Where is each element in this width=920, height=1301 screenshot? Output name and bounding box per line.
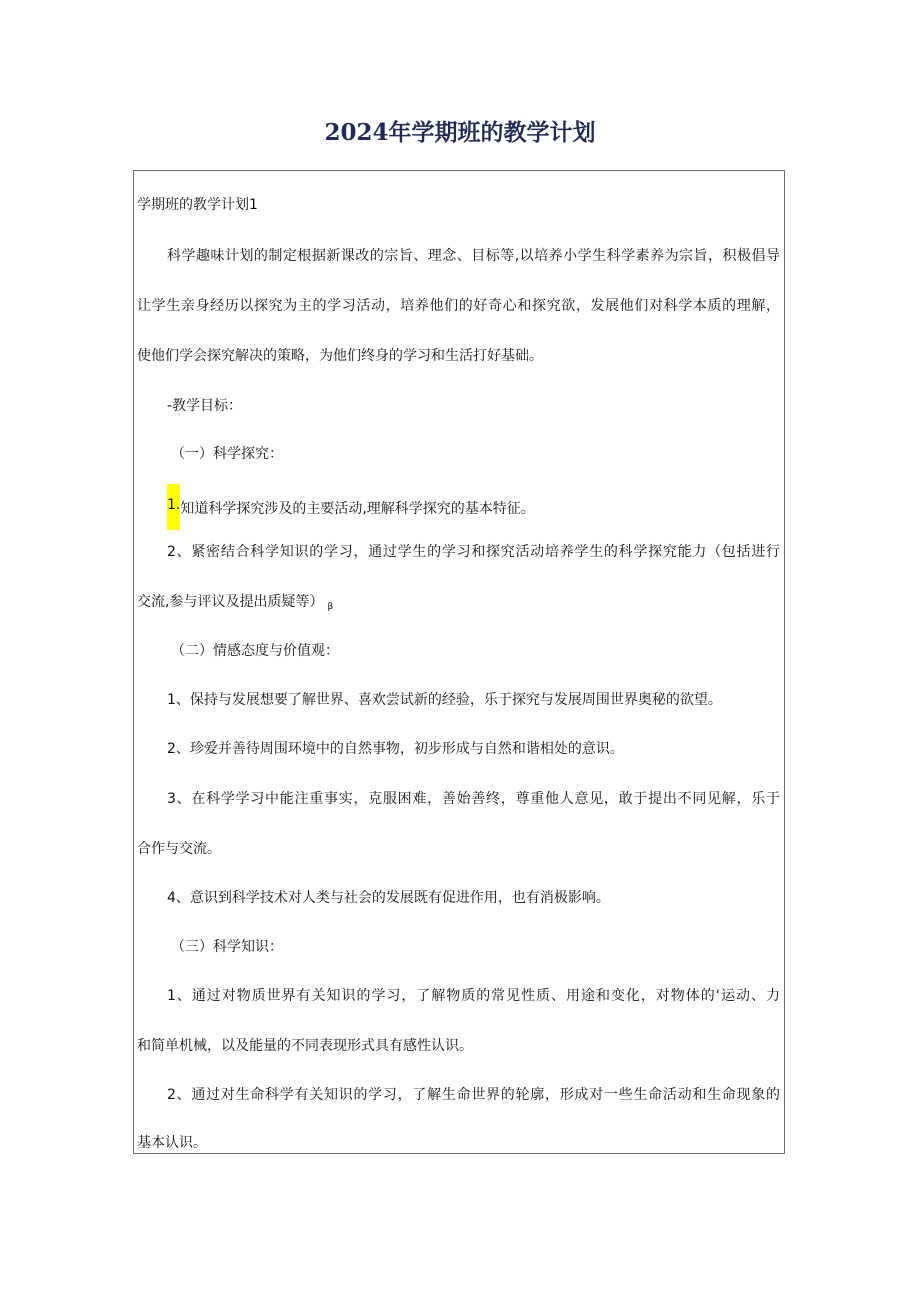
section-1-item-2-line-1: 2、紧密结合科学知识的学习，通过学生的学习和探究活动培养学生的科学探究能力（包括进行 — [167, 544, 780, 560]
section-3-item-1-line-1: 1、通过对物质世界有关知识的学习，了解物质的常见性质、用途和变化，对物体的‘运动、力 — [167, 988, 780, 1004]
goals-label: -教学目标： — [167, 398, 243, 414]
page-title: 2024年学期班的教学计划 — [324, 119, 596, 146]
section-2-item-2: 2、珍爱并善待周围环境中的自然事物，初步形成与自然和谐相处的意识。 — [167, 741, 624, 757]
section-1-item-2-line-2 — [137, 587, 780, 617]
section-2-item-4: 4、意识到科学技术对人类与社会的发展既有促进作用，也有消极影响。 — [167, 890, 610, 906]
section-1-item-1 — [137, 488, 780, 518]
section-3-item-2-line-2: 基本认识。 — [137, 1135, 207, 1151]
section-3-item-1-line-2: 和简单机械，以及能量的不同表现形式具有感性认识。 — [137, 1038, 473, 1054]
section-2-item-3-line-1: 3、在科学学习中能注重事实，克服困难，善始善终，尊重他人意见，敢于提出不同见解，乐于 — [167, 791, 780, 807]
section-2-item-1: 1、保持与发展想要了解世界、喜欢尝试新的经验，乐于探究与发展周围世界奥秘的欲望。 — [167, 692, 722, 708]
section-2-item-3-line-2: 合作与交流。 — [137, 841, 221, 857]
section-1-item-2-text: 交流,参与评议及提出质疑等） — [137, 594, 324, 610]
subscript-mark: β — [327, 602, 334, 612]
section-3-title: （三）科学知识： — [171, 939, 283, 955]
intro-paragraph-line-3: 使他们学会探究解决的策略，为他们终身的学习和生活打好基础。 — [137, 348, 543, 364]
section-heading: 学期班的教学计划1 — [137, 197, 258, 213]
section-1-item-1-text: 知道科学探究涉及的主要活动,理解科学探究的基本特征。 — [180, 501, 535, 517]
section-3-item-2-line-1: 2、通过对生命科学有关知识的学习，了解生命世界的轮廓，形成对一些生命活动和生命现象的 — [167, 1087, 780, 1103]
section-2-title: （二）情感态度与价值观： — [171, 643, 339, 659]
highlighted-number: 1. — [167, 484, 180, 530]
content-box — [133, 170, 785, 1154]
intro-paragraph-line-2: 让学生亲身经历以探究为主的学习活动，培养他们的好奇心和探究欲，发展他们对科学本质的理解， — [137, 298, 780, 314]
intro-paragraph-line-1: 科学趣味计划的制定根据新课改的宗旨、理念、目标等,以培养小学生科学素养为宗旨，积极倡导 — [167, 248, 780, 264]
section-1-title: （一）科学探究： — [171, 446, 283, 462]
